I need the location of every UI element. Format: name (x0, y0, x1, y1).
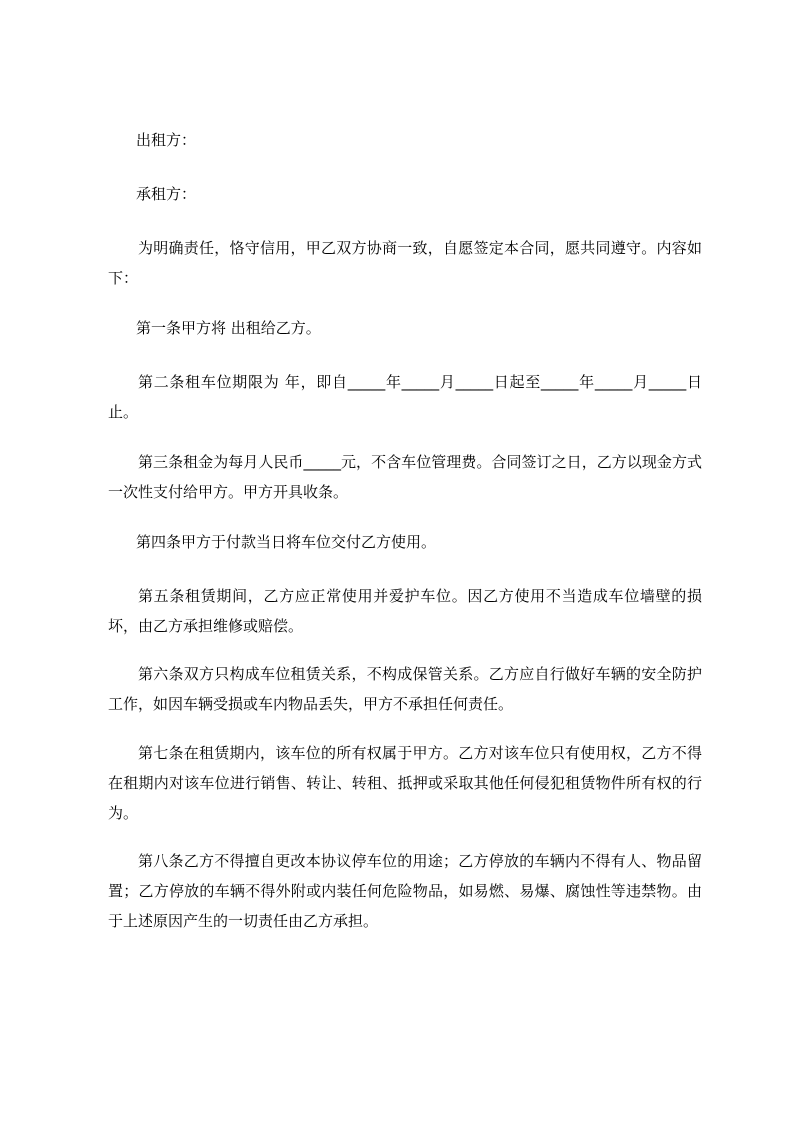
article-3: 第三条租金为每月人民币_____元，不含车位管理费。合同签订之日，乙方以现金方式一次性支付给甲方。甲方开具收条。 (108, 453, 702, 501)
lessor-label: 出租方： (136, 131, 197, 149)
article-4: 第四条甲方于付款当日将车位交付乙方使用。 (136, 533, 437, 551)
article-2: 第二条租车位期限为 年，即自_____年_____月_____日起至_____年_____月_____日止。 (108, 373, 702, 421)
article-7: 第七条在租赁期内，该车位的所有权属于甲方。乙方对该车位只有使用权，乙方不得在租期内对该车位进行销售、转让、转租、抵押或采取其他任何侵犯租赁物件所有权的行为。 (108, 744, 702, 822)
preamble-paragraph: 为明确责任，恪守信用，甲乙双方协商一致，自愿签定本合同，愿共同遵守。内容如下： (108, 239, 702, 287)
article-8: 第八条乙方不得擅自更改本协议停车位的用途；乙方停放的车辆内不得有人、物品留置；乙方停放的车辆不得外附或内装任何危险物品，如易燃、易爆、腐蚀性等违禁物。由于上述原因产生的一切责任由乙方承担。 (108, 852, 702, 930)
article-6: 第六条双方只构成车位租赁关系，不构成保管关系。乙方应自行做好车辆的安全防护工作，如因车辆受损或车内物品丢失，甲方不承担任何责任。 (108, 665, 702, 713)
article-5: 第五条租赁期间，乙方应正常使用并爱护车位。因乙方使用不当造成车位墙壁的损坏，由乙方承担维修或赔偿。 (108, 587, 702, 635)
article-1: 第一条甲方将 出租给乙方。 (136, 319, 321, 337)
lessee-label: 承租方： (136, 185, 197, 203)
